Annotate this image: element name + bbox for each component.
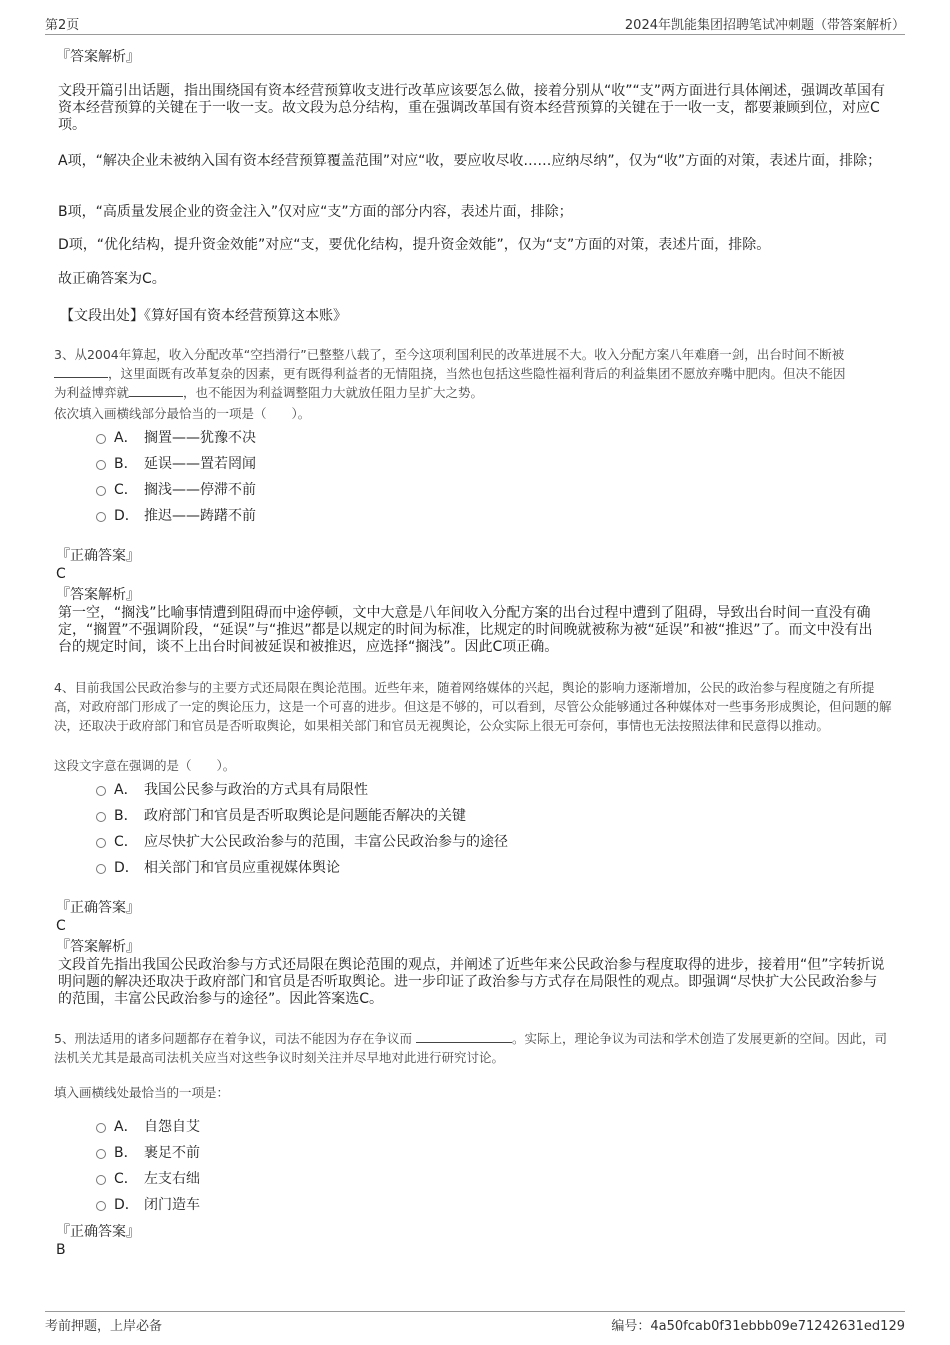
footer-slogan: 考前押题，上岸必备 <box>45 1319 163 1334</box>
option-letter: D． <box>114 1197 139 1213</box>
option-letter: C． <box>114 1171 138 1187</box>
page-header <box>45 14 905 35</box>
option-letter: B． <box>114 456 138 472</box>
q3-stem <box>54 345 894 402</box>
q3-option-c[interactable] <box>96 479 256 499</box>
option-letter: A． <box>114 782 138 798</box>
option-text: 搁置——犹豫不决 <box>144 430 256 446</box>
q3-option-b[interactable] <box>96 453 256 473</box>
q3-stem-part-3: 为利益博弈就 <box>54 385 130 400</box>
radio-icon[interactable] <box>96 812 106 822</box>
q4-option-a[interactable] <box>96 779 368 799</box>
q5-stem-part-1: 5、刑法适用的诸多问题都存在着争议，司法不能因为存在争议而 <box>54 1031 412 1046</box>
q5-blank <box>416 1030 512 1043</box>
radio-icon[interactable] <box>96 786 106 796</box>
q3-blank-2 <box>129 384 183 397</box>
answer-label: 『正确答案』 <box>56 1224 140 1240</box>
q5-stem-part-2: 。实际上，理论争议为司法和学术创造了发展更新的空间。因此，司法机关尤其是最高司法机关应当对这些争议时刻关注并尽早地对此进行研究讨论。 <box>54 1031 887 1065</box>
radio-icon[interactable] <box>96 460 106 470</box>
q3-option-a[interactable] <box>96 427 256 447</box>
q3-prompt: 依次填入画横线部分最恰当的一项是（ ）。 <box>54 406 311 421</box>
q4-option-d[interactable] <box>96 857 340 877</box>
document-id: 编号：4a50fcab0f31ebbb09e71242631ed129 <box>611 1319 905 1334</box>
q4-option-c[interactable] <box>96 831 508 851</box>
q5-option-d[interactable] <box>96 1194 200 1214</box>
page-footer <box>45 1311 905 1332</box>
q5-option-a[interactable] <box>96 1116 200 1136</box>
radio-icon[interactable] <box>96 838 106 848</box>
document-title: 2024年凯能集团招聘笔试冲刺题（带答案解析） <box>624 18 905 33</box>
radio-icon[interactable] <box>96 512 106 522</box>
q4-stem: 4、目前我国公民政治参与的主要方式还局限在舆论范围。近些年来，随着网络媒体的兴起，舆论的影响力逐渐增加，公民的政治参与程度随之有所提高，对政府部门形成了一定的舆论压力，这是一个可喜的进步。但这是不够的，可以看到，尽管公众能够通过各种媒体对一些事务形成舆论，但问题的解决，还取决于政府部门和官员是否听取舆论，如果相关部门和官员无视舆论，公众实际上很无可奈何，事情也无法按照法律和民意得以推动。 <box>54 680 892 733</box>
analysis-label: 『答案解析』 <box>56 587 140 603</box>
option-text: 相关部门和官员应重视媒体舆论 <box>144 860 340 876</box>
option-letter: C． <box>114 834 138 850</box>
option-text: 我国公民参与政治的方式具有局限性 <box>144 782 368 798</box>
option-text: 应尽快扩大公民政治参与的范围，丰富公民政治参与的途径 <box>144 834 508 850</box>
option-letter: B． <box>114 1145 138 1161</box>
q2-conclusion: 故正确答案为C。 <box>58 271 166 287</box>
q4-prompt: 这段文字意在强调的是（ ）。 <box>54 758 236 773</box>
option-letter: A． <box>114 1119 138 1135</box>
q3-option-d[interactable] <box>96 505 256 525</box>
q3-stem-part-4: ，也不能因为利益调整阻力大就放任阻力呈扩大之势。 <box>183 385 484 400</box>
option-letter: A． <box>114 430 138 446</box>
q3-stem-part-1: 3、从2004年算起，收入分配改革“空挡滑行”已整整八载了，至今这项利国利民的改革进展不大。收入分配方案八年难磨一剑，出台时间不断被 <box>54 347 845 362</box>
option-text: 左支右绌 <box>144 1171 200 1187</box>
analysis-label: 『答案解析』 <box>56 939 140 955</box>
q2-analysis-option-a: A项，“解决企业未被纳入国有资本经营预算覆盖范围”对应“收，要应收尽收……应纳尽纳”，仅为“收”方面的对策，表述片面，排除； <box>58 153 882 169</box>
q5-option-c[interactable] <box>96 1168 200 1188</box>
option-text: 自怨自艾 <box>144 1119 200 1135</box>
option-text: 推迟——踌躇不前 <box>144 508 256 524</box>
q5-option-b[interactable] <box>96 1142 200 1162</box>
radio-icon[interactable] <box>96 434 106 444</box>
q3-analysis: 第一空，“搁浅”比喻事情遭到阻碍而中途停顿，文中大意是八年间收入分配方案的出台过程中遭到了阻碍，导致出台时间一直没有确定，“搁置”不强调阶段，“延误”与“推迟”都是以规定的时间为标准，比规定的时间晚就被称为被“延误”和被“推迟”了。而文中没有出台的规定时间，谈不上出台时间被延误和被推迟，应选择“搁浅”。因此C项正确。 <box>58 605 873 655</box>
q4-analysis: 文段首先指出我国公民政治参与方式还局限在舆论范围的观点，并阐述了近些年来公民政治参与程度取得的进步，接着用“但”字转折说明问题的解决还取决于政府部门和官员是否听取舆论。进一步印证了政治参与方式存在局限性的观点。即强调“尽快扩大公民政治参与的范围，丰富公民政治参与的途径”。因此答案选C。 <box>58 957 885 1007</box>
q2-analysis-option-d: D项，“优化结构，提升资金效能”对应“支，要优化结构，提升资金效能”，仅为“支”方面的对策，表述片面，排除。 <box>58 237 771 253</box>
radio-icon[interactable] <box>96 486 106 496</box>
option-text: 搁浅——停滞不前 <box>144 482 256 498</box>
option-letter: D． <box>114 860 139 876</box>
answer-label: 『正确答案』 <box>56 900 140 916</box>
q2-analysis-paragraph: 文段开篇引出话题，指出围绕国有资本经营预算收支进行改革应该要怎么做，接着分别从“收”“支”两方面进行具体阐述，强调改革国有资本经营预算的关键在于一收一支。故文段为总分结构，重在强调改革国有资本经营预算的关键在于一收一支，都要兼顾到位，对应C项。 <box>58 83 886 133</box>
option-letter: C． <box>114 482 138 498</box>
q4-option-b[interactable] <box>96 805 466 825</box>
q5-stem <box>54 1029 894 1067</box>
option-text: 闭门造车 <box>144 1197 200 1213</box>
option-letter: D． <box>114 508 139 524</box>
radio-icon[interactable] <box>96 1149 106 1159</box>
answer-label: 『正确答案』 <box>56 548 140 564</box>
q5-answer: B <box>56 1242 66 1258</box>
q3-stem-part-2: ，这里面既有改革复杂的因素，更有既得利益者的无情阻挠，当然也包括这些隐性福利背后的利益集团不愿放弃嘴中肥肉。但决不能因 <box>108 366 846 381</box>
radio-icon[interactable] <box>96 864 106 874</box>
q2-source: 【文段出处】《算好国有资本经营预算这本账》 <box>60 308 347 324</box>
q2-analysis-option-b: B项，“高质量发展企业的资金注入”仅对应“支”方面的部分内容，表述片面，排除； <box>58 204 573 220</box>
analysis-label: 『答案解析』 <box>56 49 140 65</box>
q3-answer: C <box>56 566 66 582</box>
page-number: 第2页 <box>45 18 80 33</box>
option-text: 裹足不前 <box>144 1145 200 1161</box>
option-text: 政府部门和官员是否听取舆论是问题能否解决的关键 <box>144 808 466 824</box>
radio-icon[interactable] <box>96 1175 106 1185</box>
radio-icon[interactable] <box>96 1123 106 1133</box>
option-text: 延误——置若罔闻 <box>144 456 256 472</box>
option-letter: B． <box>114 808 138 824</box>
radio-icon[interactable] <box>96 1201 106 1211</box>
q5-prompt: 填入画横线处最恰当的一项是： <box>54 1085 230 1100</box>
q3-blank-1 <box>54 365 108 378</box>
q4-answer: C <box>56 918 66 934</box>
